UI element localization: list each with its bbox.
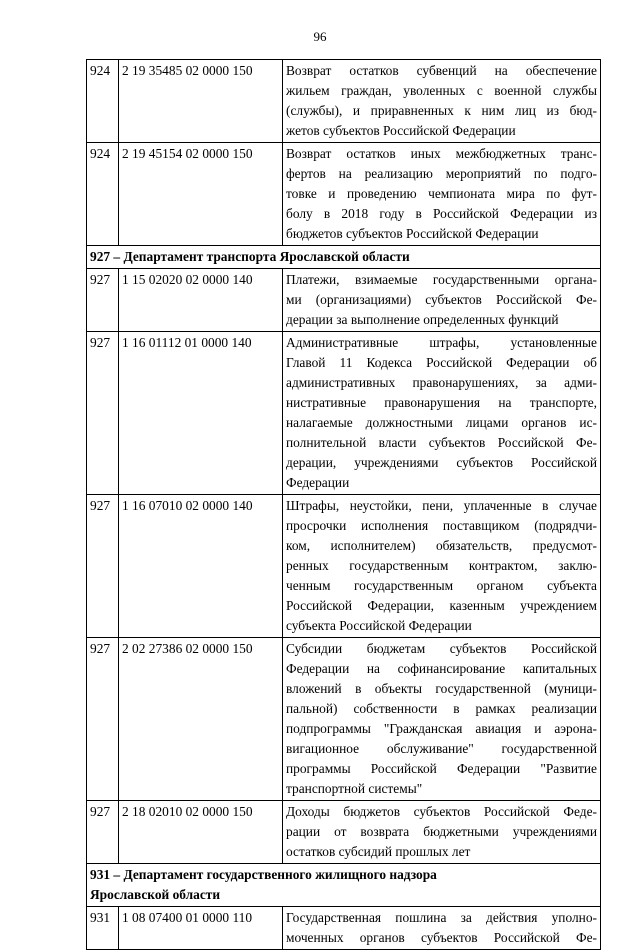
revenue-description-cell bbox=[283, 801, 601, 864]
department-heading bbox=[87, 864, 601, 907]
table-row bbox=[87, 60, 601, 143]
description-line: Главой 11 Кодекса Российской Федерации об bbox=[286, 355, 597, 370]
description-line: ком, исполнителем) обязательств, предусмот- bbox=[286, 538, 597, 553]
budget-classification-code-cell: 1 16 07010 02 0000 140 bbox=[119, 495, 283, 638]
department-heading-line: 927 – Департамент транспорта Ярославской области bbox=[90, 249, 410, 264]
table-body bbox=[87, 60, 601, 950]
description-line: Российской Федерации, казенным учреждением bbox=[286, 598, 597, 613]
table-row bbox=[87, 907, 601, 950]
revenue-description-cell bbox=[283, 638, 601, 801]
budget-classification-code-cell: 2 19 35485 02 0000 150 bbox=[119, 60, 283, 143]
table-row bbox=[87, 332, 601, 495]
budget-classification-code-cell: 1 08 07400 01 0000 110 bbox=[119, 907, 283, 950]
description-line: жетов субъектов Российской Федерации bbox=[286, 123, 516, 138]
description-line: Субсидии бюджетам субъектов Российской bbox=[286, 641, 597, 656]
description-line: Штрафы, неустойки, пени, уплаченные в случае bbox=[286, 498, 597, 513]
table-row bbox=[87, 269, 601, 332]
revenue-description-cell bbox=[283, 495, 601, 638]
description-line: моченных органов субъектов Российской Фе- bbox=[286, 930, 597, 945]
table-row bbox=[87, 638, 601, 801]
description-line: Платежи, взимаемые государственными органа- bbox=[286, 272, 597, 287]
description-line: транспортной системы" bbox=[286, 781, 423, 796]
description-line: субъекта Российской Федерации bbox=[286, 618, 472, 633]
description-line: вложений в объекты государственной (муници- bbox=[286, 681, 597, 696]
description-line: программы Российской Федерации "Развитие bbox=[286, 761, 597, 776]
department-heading bbox=[87, 246, 601, 269]
budget-classification-code-cell: 2 19 45154 02 0000 150 bbox=[119, 143, 283, 246]
description-line: остатков субсидий прошлых лет bbox=[286, 844, 471, 859]
revenue-description-cell bbox=[283, 60, 601, 143]
description-line: дерации, учреждениями субъектов Российской bbox=[286, 455, 597, 470]
budget-classification-code-cell: 2 02 27386 02 0000 150 bbox=[119, 638, 283, 801]
description-line: товке и проведению чемпионата мира по фут- bbox=[286, 186, 597, 201]
revenue-description-cell bbox=[283, 269, 601, 332]
administrator-code-cell: 927 bbox=[87, 801, 119, 864]
budget-classification-code-cell: 2 18 02010 02 0000 150 bbox=[119, 801, 283, 864]
table-row bbox=[87, 801, 601, 864]
table-row bbox=[87, 143, 601, 246]
description-line: ми (организациями) субъектов Российской Фе- bbox=[286, 292, 597, 307]
table-row bbox=[87, 495, 601, 638]
page-number: 96 bbox=[313, 29, 327, 44]
description-line: Государственная пошлина за действия уполно- bbox=[286, 910, 597, 925]
description-line: Федерации на софинансирование капитальных bbox=[286, 661, 597, 676]
revenue-description-cell bbox=[283, 143, 601, 246]
department-heading-line: Ярославской области bbox=[90, 887, 221, 902]
description-line: полнительной власти субъектов Российской Фе- bbox=[286, 435, 597, 450]
description-line: вигационное обслуживание" государственной bbox=[286, 741, 597, 756]
administrator-code-cell: 927 bbox=[87, 269, 119, 332]
description-line: просрочки исполнения поставщиком (подрядчи- bbox=[286, 518, 597, 533]
description-line: Федерации bbox=[286, 475, 350, 490]
department-heading-line: 931 – Департамент государственного жилищного надзора bbox=[90, 867, 437, 882]
budget-classification-code-cell: 1 16 01112 01 0000 140 bbox=[119, 332, 283, 495]
description-line: Административные штрафы, установленные bbox=[286, 335, 597, 350]
budget-classification-code-cell: 1 15 02020 02 0000 140 bbox=[119, 269, 283, 332]
revenue-description-cell bbox=[283, 907, 601, 950]
administrator-code-cell: 927 bbox=[87, 332, 119, 495]
administrator-code-cell: 927 bbox=[87, 495, 119, 638]
administrator-code-cell: 924 bbox=[87, 143, 119, 246]
description-line: налагаемые должностными лицами органов ис- bbox=[286, 415, 597, 430]
description-line: Возврат остатков иных межбюджетных транс- bbox=[286, 146, 597, 161]
description-line: нистративные правонарушения на транспорте, bbox=[286, 395, 597, 410]
revenue-classification-table bbox=[86, 59, 601, 950]
description-line: бюджетов субъектов Российской Федерации bbox=[286, 226, 539, 241]
revenue-description-cell bbox=[283, 332, 601, 495]
description-line: Доходы бюджетов субъектов Российской Феде- bbox=[286, 804, 597, 819]
description-line: ренных государственным контрактом, заклю- bbox=[286, 558, 597, 573]
section-header-row bbox=[87, 864, 601, 907]
description-line: пальной) собственности в рамках реализации bbox=[286, 701, 597, 716]
description-line: фертов на реализацию мероприятий по подго- bbox=[286, 166, 597, 181]
administrator-code-cell: 931 bbox=[87, 907, 119, 950]
description-line: подпрограммы "Гражданская авиация и аэрона- bbox=[286, 721, 597, 736]
administrator-code-cell: 924 bbox=[87, 60, 119, 143]
section-header-row bbox=[87, 246, 601, 269]
description-line: дерации за выполнение определенных функций bbox=[286, 312, 559, 327]
description-line: (службы), и приравненных к ним лиц из бюд- bbox=[286, 103, 597, 118]
description-line: административных правонарушениях, за адми- bbox=[286, 375, 597, 390]
description-line: рации от возврата бюджетными учреждениями bbox=[286, 824, 597, 839]
description-line: Возврат остатков субвенций на обеспечение bbox=[286, 63, 597, 78]
description-line: жильем граждан, уволенных с военной службы bbox=[286, 83, 597, 98]
administrator-code-cell: 927 bbox=[87, 638, 119, 801]
description-line: ченным государственным органом субъекта bbox=[286, 578, 597, 593]
description-line: болу в 2018 году в Российской Федерации из bbox=[286, 206, 597, 221]
